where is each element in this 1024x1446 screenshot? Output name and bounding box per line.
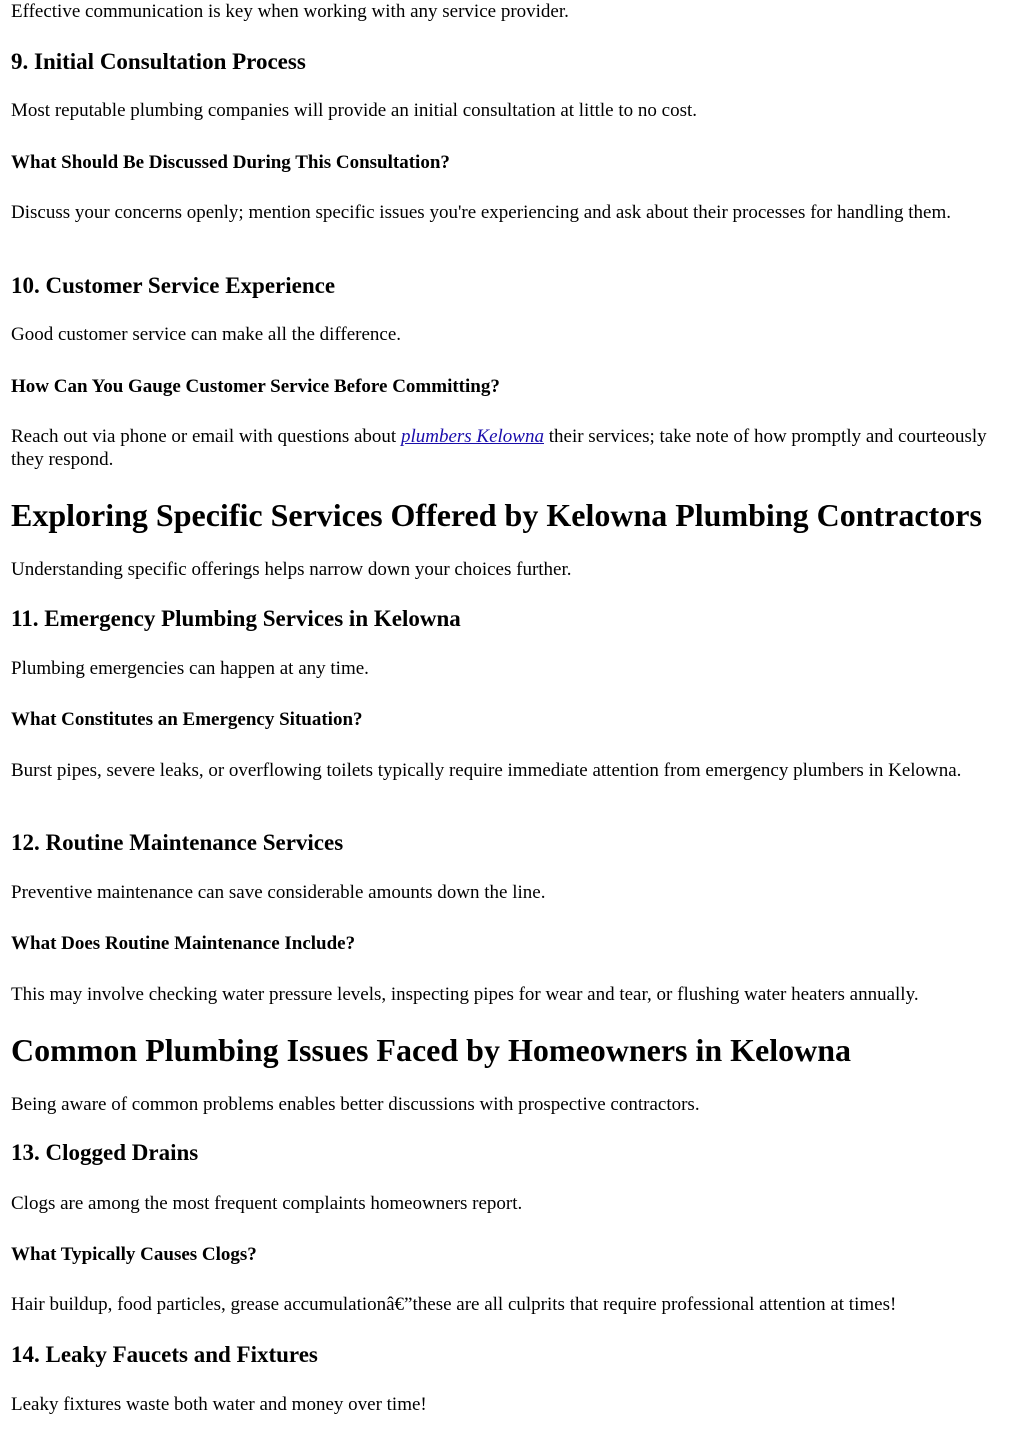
answer-text-after: their services; take note of how promptly and courteously they respond. xyxy=(11,426,987,470)
section-11-question: What Constitutes an Emergency Situation? xyxy=(11,709,363,730)
section-13-paragraph: Clogs are among the most frequent complaints homeowners report. xyxy=(11,1193,523,1214)
issues-section-paragraph: Being aware of common problems enables better discussions with prospective contractors. xyxy=(11,1094,700,1115)
section-10-paragraph: Good customer service can make all the difference. xyxy=(11,324,402,345)
section-13-heading: 13. Clogged Drains xyxy=(11,1140,199,1165)
intro-paragraph: Effective communication is key when working with any service provider. xyxy=(11,1,569,22)
services-section-paragraph: Understanding specific offerings helps narrow down your choices further. xyxy=(11,559,572,580)
section-11-answer: Burst pipes, severe leaks, or overflowing toilets typically require immediate attention from emergency plumbers in Kelowna. xyxy=(11,760,962,781)
section-11-heading: 11. Emergency Plumbing Services in Kelowna xyxy=(11,606,461,631)
answer-text-before: Reach out via phone or email with questions about xyxy=(11,426,401,447)
section-10-question: How Can You Gauge Customer Service Before Committing? xyxy=(11,376,500,397)
services-section-heading: Exploring Specific Services Offered by Kelowna Plumbing Contractors xyxy=(11,497,982,533)
section-10-heading: 10. Customer Service Experience xyxy=(11,273,336,298)
section-9-answer: Discuss your concerns openly; mention specific issues you're experiencing and ask about their processes for handling them. xyxy=(11,202,951,223)
section-9-heading: 9. Initial Consultation Process xyxy=(11,49,306,74)
section-9-paragraph: Most reputable plumbing companies will provide an initial consultation at little to no cost. xyxy=(11,100,697,121)
section-14-paragraph: Leaky fixtures waste both water and money over time! xyxy=(11,1394,427,1415)
section-12-answer: This may involve checking water pressure levels, inspecting pipes for wear and tear, or flushing water heaters annually. xyxy=(11,984,919,1005)
section-12-paragraph: Preventive maintenance can save considerable amounts down the line. xyxy=(11,882,546,903)
section-11-paragraph: Plumbing emergencies can happen at any time. xyxy=(11,658,369,679)
section-9-question: What Should Be Discussed During This Consultation? xyxy=(11,152,450,173)
section-13-answer: Hair buildup, food particles, grease accumulationâ€”these are all culprits that require professional attention at times! xyxy=(11,1294,897,1315)
section-12-heading: 12. Routine Maintenance Services xyxy=(11,830,344,855)
section-13-question: What Typically Causes Clogs? xyxy=(11,1244,257,1265)
section-14-heading: 14. Leaky Faucets and Fixtures xyxy=(11,1342,318,1367)
issues-section-heading: Common Plumbing Issues Faced by Homeowners in Kelowna xyxy=(11,1032,852,1068)
plumbers-kelowna-link[interactable]: plumbers Kelowna xyxy=(400,426,544,447)
section-10-answer xyxy=(11,425,1011,471)
section-12-question: What Does Routine Maintenance Include? xyxy=(11,933,356,954)
